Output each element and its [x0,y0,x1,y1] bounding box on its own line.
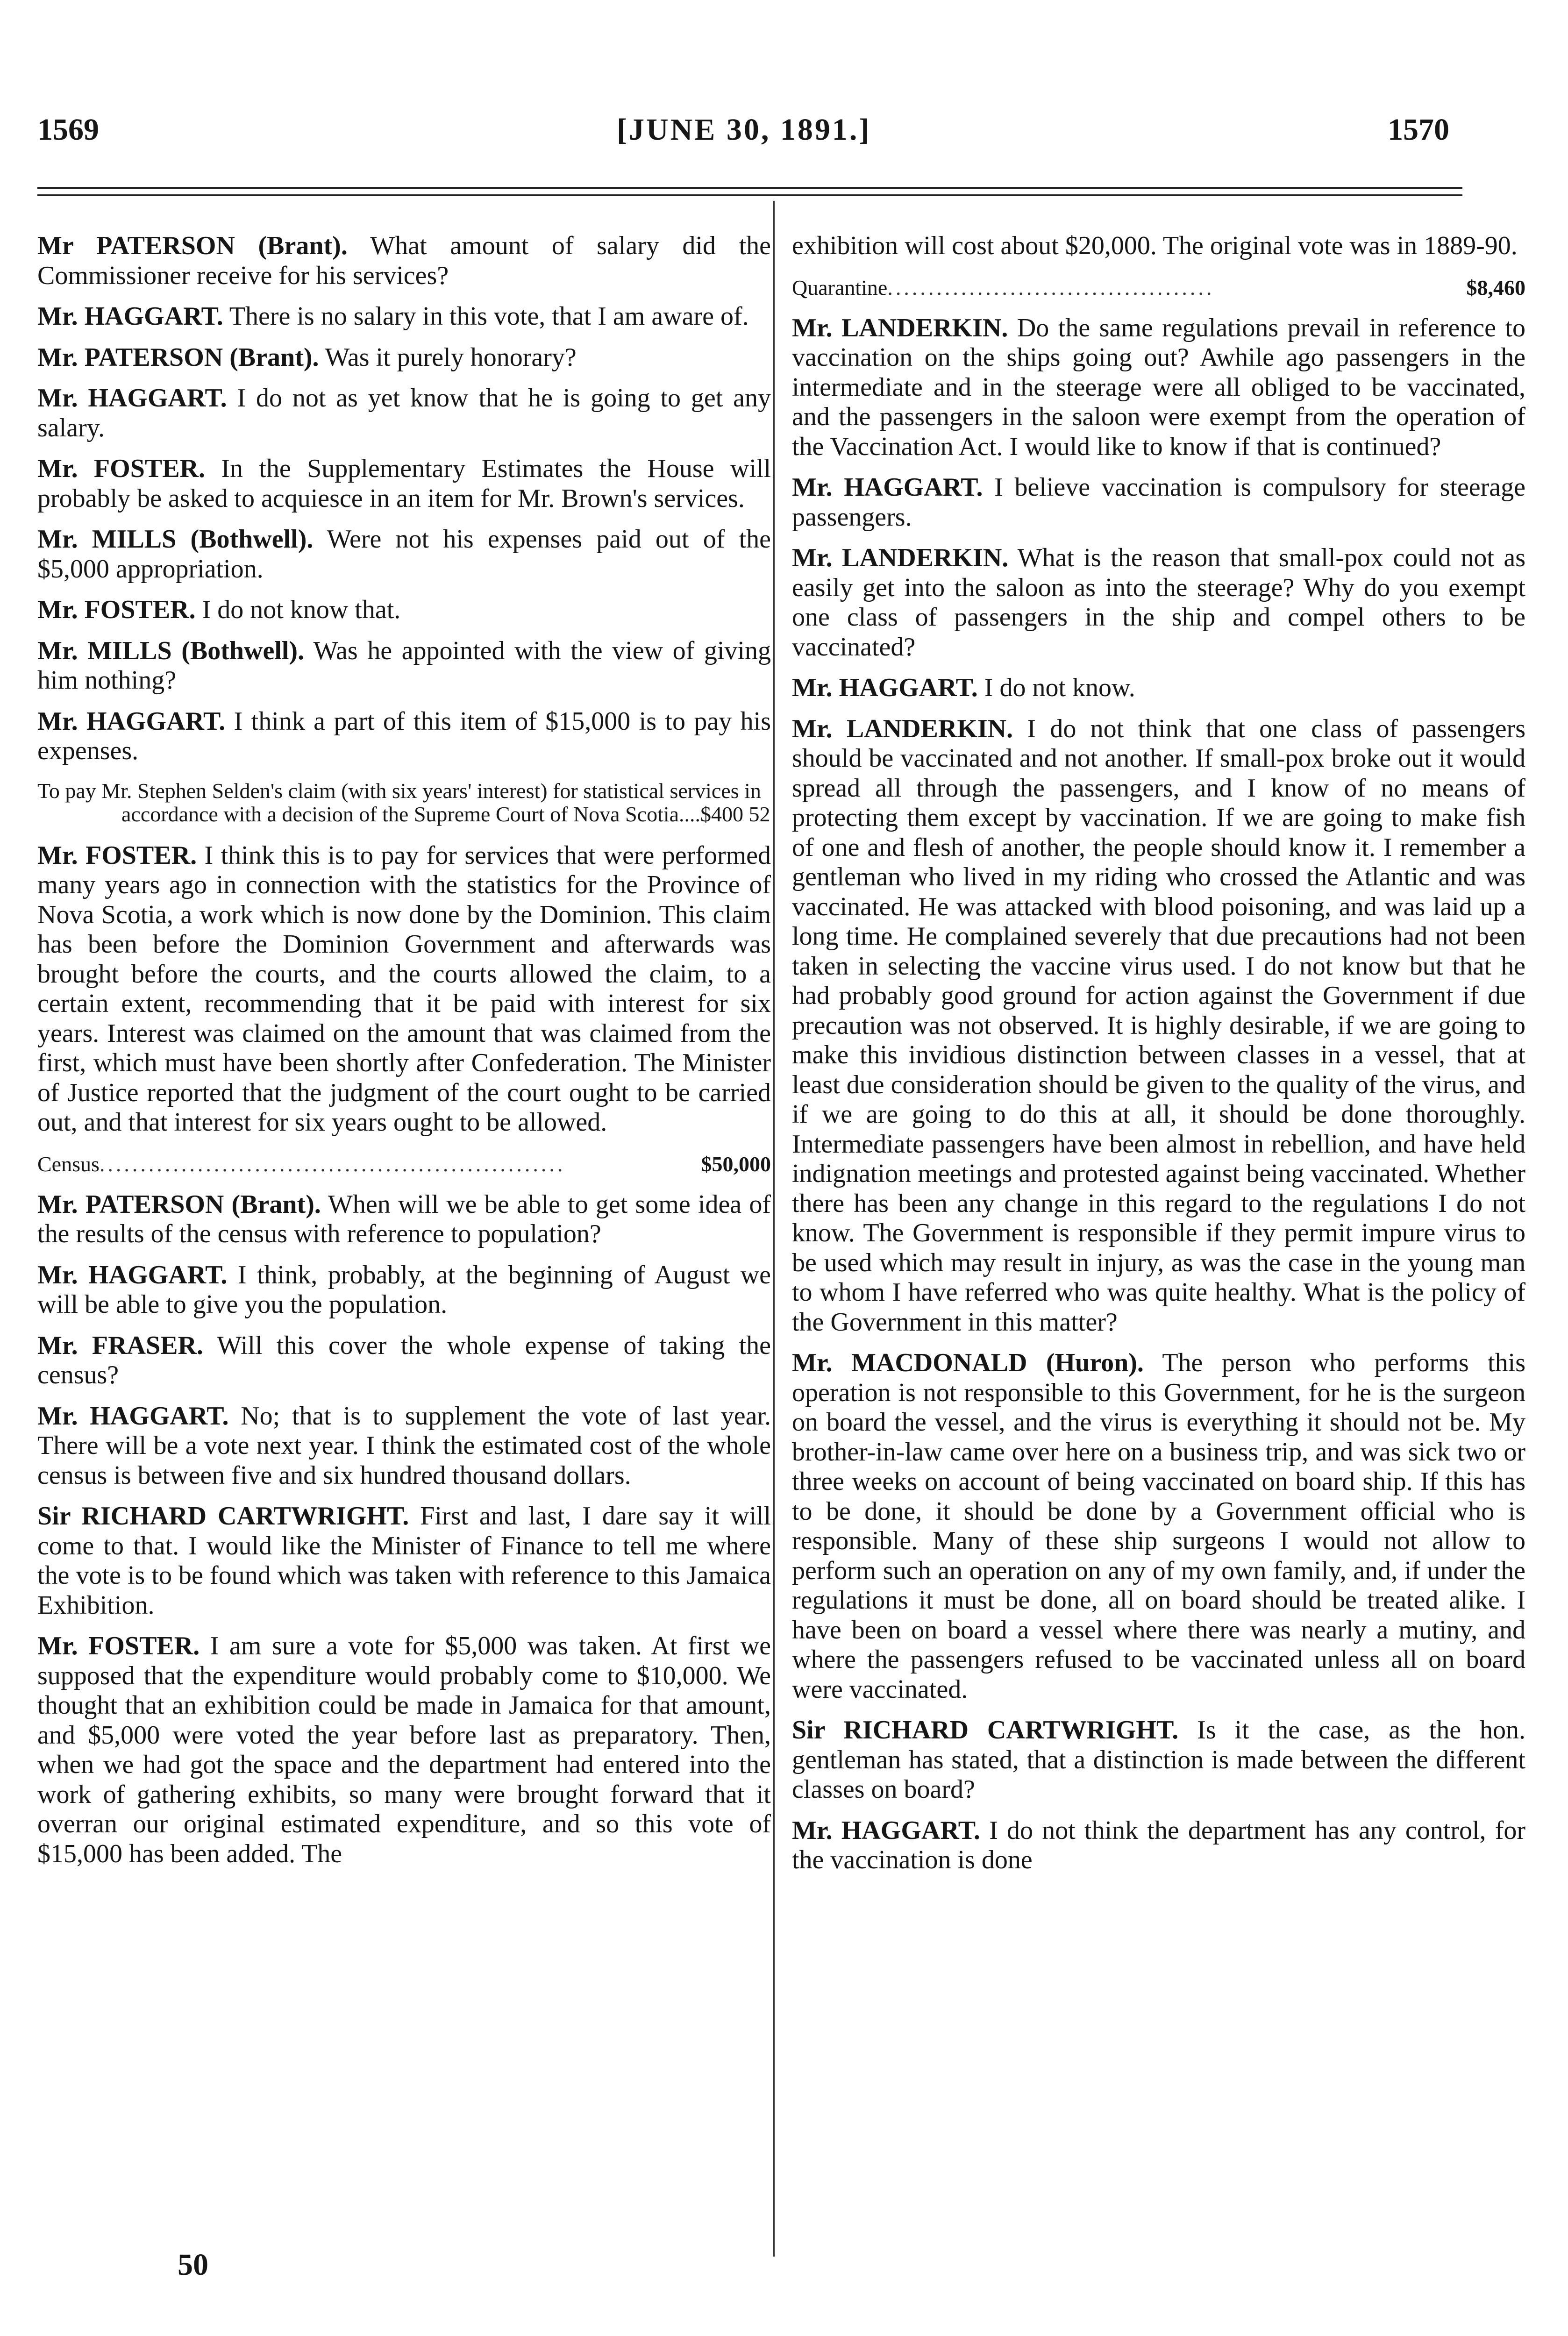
right-column [792,231,1525,1887]
page-date: [JUNE 30, 1891.] [617,113,871,147]
speech-text: I do not think that one class of passengers should be vaccinated and not another. If small-pox broke out it would spread all through the passengers, and I know of no means of protecting them except by vaccination. If we are going to make fish of one and flesh of another, the people should know it. I remember a gentleman who lived in my riding who crossed the Atlantic and was vaccinated. He was attacked with blood poisoning, and was laid up a long time. He complained severely that due precautions had not been taken in selecting the vaccine virus used. I do not know but that he had probably good ground for action against the Government if due precaution was not observed. It is highly desirable, if we are going to make this invidious distinction between classes in a vessel, that at least due consideration should be given to the quality of the virus, and if we are going to do this at all, it should be done thoroughly. Intermediate passengers have been almost in rebellion, and have held indignation meetings and protested against being vaccinated. Whether there has been any change in this regard to the regulations I do not know. The Government is responsible if they permit impure virus to be used which may result in injury, as was the case in the young man to whom I have referred who was quite healthy. What is the policy of the Government in this matter? [792,714,1525,1337]
speech-text: First and last, I dare say it will come to that. I would like the Minister of Finance to tell me where the vote is to be found which was taken with reference to this Jamaica Exhibition. [37,1502,771,1620]
speaker: Mr. MILLS (Bothwell). [37,525,314,554]
paragraph [792,473,1525,532]
page-number-right: 1570 [1388,113,1449,147]
vote-amount: $50,000 [701,1152,771,1176]
speech-text: I do not as yet know that he is going to get any salary. [37,384,771,442]
paragraph [37,1261,771,1320]
paragraph [37,636,771,696]
vote-amount: $8,460 [1466,275,1525,299]
paragraph [37,302,771,332]
speaker: Mr. HAGGART. [37,1260,228,1289]
header-rule-thick [37,187,1462,189]
paragraph [37,841,771,1138]
speech-text: I think this is to pay for services that were performed many years ago in connection with the statistics for the Province of Nova Scotia, a work which is now done by the Dominion. This claim has been before the Dominion Government and afterwards was brought before the courts, and the courts allowed the claim, to a certain extent, recommending that it be paid with interest for six years. Interest was claimed on the amount that was claimed from the first, which must have been shortly after Confederation. The Minister of Justice reported that the judgment of the court ought to be carried out, and that interest for six years ought to be allowed. [37,840,771,1137]
speaker: Mr. LANDERKIN. [792,714,1013,743]
paragraph [37,1502,771,1620]
paragraph [792,543,1525,662]
speaker: Mr. LANDERKIN. [792,313,1008,342]
paragraph [37,707,771,766]
paragraph [37,1190,771,1249]
paragraph [37,595,771,625]
speaker: Mr. FOSTER. [37,454,205,483]
page-header [37,112,1462,164]
speech-text: In the Supplementary Estimates the House will probably be asked to acquiesce in an item for Mr. Brown's services. [37,454,771,513]
speaker: Mr. HAGGART. [37,302,223,331]
speaker: Mr PATERSON (Brant). [37,231,348,260]
paragraph [792,231,1525,261]
speaker: Mr. MACDONALD (Huron). [792,1348,1144,1377]
speech-text: Were not his expenses paid out of the $5,000 appropriation. [37,525,771,584]
speaker: Mr. HAGGART. [37,706,226,736]
speech-text: exhibition will cost about $20,000. The original vote was in 1889-90. [792,231,1518,260]
speaker: Mr. MILLS (Bothwell). [37,636,305,665]
speaker: Mr. LANDERKIN. [792,543,1009,572]
speech-text: Was he appointed with the view of giving him nothing? [37,636,771,695]
speech-text: No; that is to supplement the vote of last year. There will be a vote next year. I think the estimated cost of the whole census is between five and six hundred thousand dollars. [37,1401,771,1490]
speaker: Mr. HAGGART. [792,673,978,702]
speaker: Sir RICHARD CARTWRIGHT. [792,1716,1179,1745]
vote-leader-dots: ......................................................... [99,1152,566,1176]
estimate-item: To pay Mr. Stephen Selden's claim (with six years' interest) for statistical services in accordance with a decision of the Supreme Court of Nova Scotia....$400 52 [37,778,770,826]
paragraph [792,1348,1525,1704]
speech-text: I do not think the department has any control, for the vaccination is done [792,1816,1525,1874]
left-column [37,231,771,1880]
speaker: Mr. FOSTER. [37,840,197,870]
speech-text: The person who performs this operation is not responsible to this Government, for he is the surgeon on board the vessel, and the virus is everything it should not be. My brother-in-law came over here on a business trip, and was sick two or three weeks on account of being vaccinated on board ship. If this has to be done, it should be done by a Government official who is responsible. Many of these ship surgeons I would not allow to perform such an operation on any of my own family, and, if under the regulations it must be done, all on board should be treated alike. I have been on board a vessel where there was nearly a mutiny, and where the passengers refused to be vaccinated unless all on board were vaccinated. [792,1348,1525,1704]
vote-name: Census [37,1152,100,1176]
speech-text: Is it the case, as the hon. gentleman has stated, that a distinction is made between the different classes on board? [792,1716,1526,1804]
speaker: Mr. HAGGART. [792,1816,980,1845]
speech-text: What amount of salary did the Commissioner receive for his services? [37,231,771,290]
speaker: Mr. HAGGART. [37,384,227,413]
paragraph [792,714,1525,1338]
column-divider [773,201,775,2257]
paragraph [37,1402,771,1491]
speaker: Mr. HAGGART. [792,473,983,502]
speech-text: Will this cover the whole expense of taking the census? [37,1331,771,1389]
paragraph [37,231,771,291]
speech-text: Do the same regulations prevail in reference to vaccination on the ships going out? Awhile ago passengers in the intermediate and in the steerage were all obliged to be vaccinated, and the passengers in the saloon were exempt from the operation of the Vaccination Act. I would like to know if that is continued? [792,313,1525,461]
folio-number: 50 [178,2248,208,2282]
speech-text: I am sure a vote for $5,000 was taken. At first we supposed that the expenditure would probably come to $10,000. We thought that an exhibition could be made in Jamaica for that amount, and $5,000 were voted the year before last as preparatory. Then, when we had got the space and the department had entered into the work of gathering exhibits, so many were brought forward that it overran our original estimated expenditure, and so this vote of $15,000 has been added. The [37,1631,771,1868]
speech-text: Was it purely honorary? [319,342,577,372]
speaker: Mr. HAGGART. [37,1401,229,1431]
vote-name: Quarantine [792,275,888,299]
speaker: Mr. PATERSON (Brant). [37,342,319,372]
paragraph [37,1331,771,1390]
speech-text: I do not know that. [195,595,401,624]
paragraph [37,454,771,513]
paragraph [792,313,1525,462]
vote-leader-dots: ........................................ [887,275,1215,299]
speaker: Mr. FRASER. [37,1331,203,1360]
paragraph [37,384,771,443]
speaker: Mr. PATERSON (Brant). [37,1189,321,1219]
speech-text: What is the reason that small-pox could not as easily get into the saloon as into the steerage? Why do you exempt one class of passengers in the ship and compel others to be vaccinated? [792,543,1525,662]
speech-text: I do not know. [977,673,1135,702]
paragraph [37,343,771,373]
vote-line [37,1152,771,1177]
speech-text: When will we be able to get some idea of the results of the census with reference to population? [37,1189,771,1248]
paragraph [37,525,771,584]
vote-line [792,275,1525,300]
paragraph [792,1816,1525,1875]
speaker: Sir RICHARD CARTWRIGHT. [37,1502,409,1531]
paragraph [37,1631,771,1869]
page-number-left: 1569 [37,113,99,147]
speech-text: I believe vaccination is compulsory for steerage passengers. [792,473,1526,532]
speech-text: I think, probably, at the beginning of August we will be able to give you the population. [37,1260,771,1319]
speech-text: I think a part of this item of $15,000 is to pay his expenses. [37,706,771,765]
header-rule-thin [37,194,1462,196]
paragraph [792,1716,1525,1805]
speaker: Mr. FOSTER. [37,1631,200,1660]
paragraph [792,673,1525,703]
speaker: Mr. FOSTER. [37,595,196,624]
speech-text: There is no salary in this vote, that I am aware of. [223,302,749,331]
